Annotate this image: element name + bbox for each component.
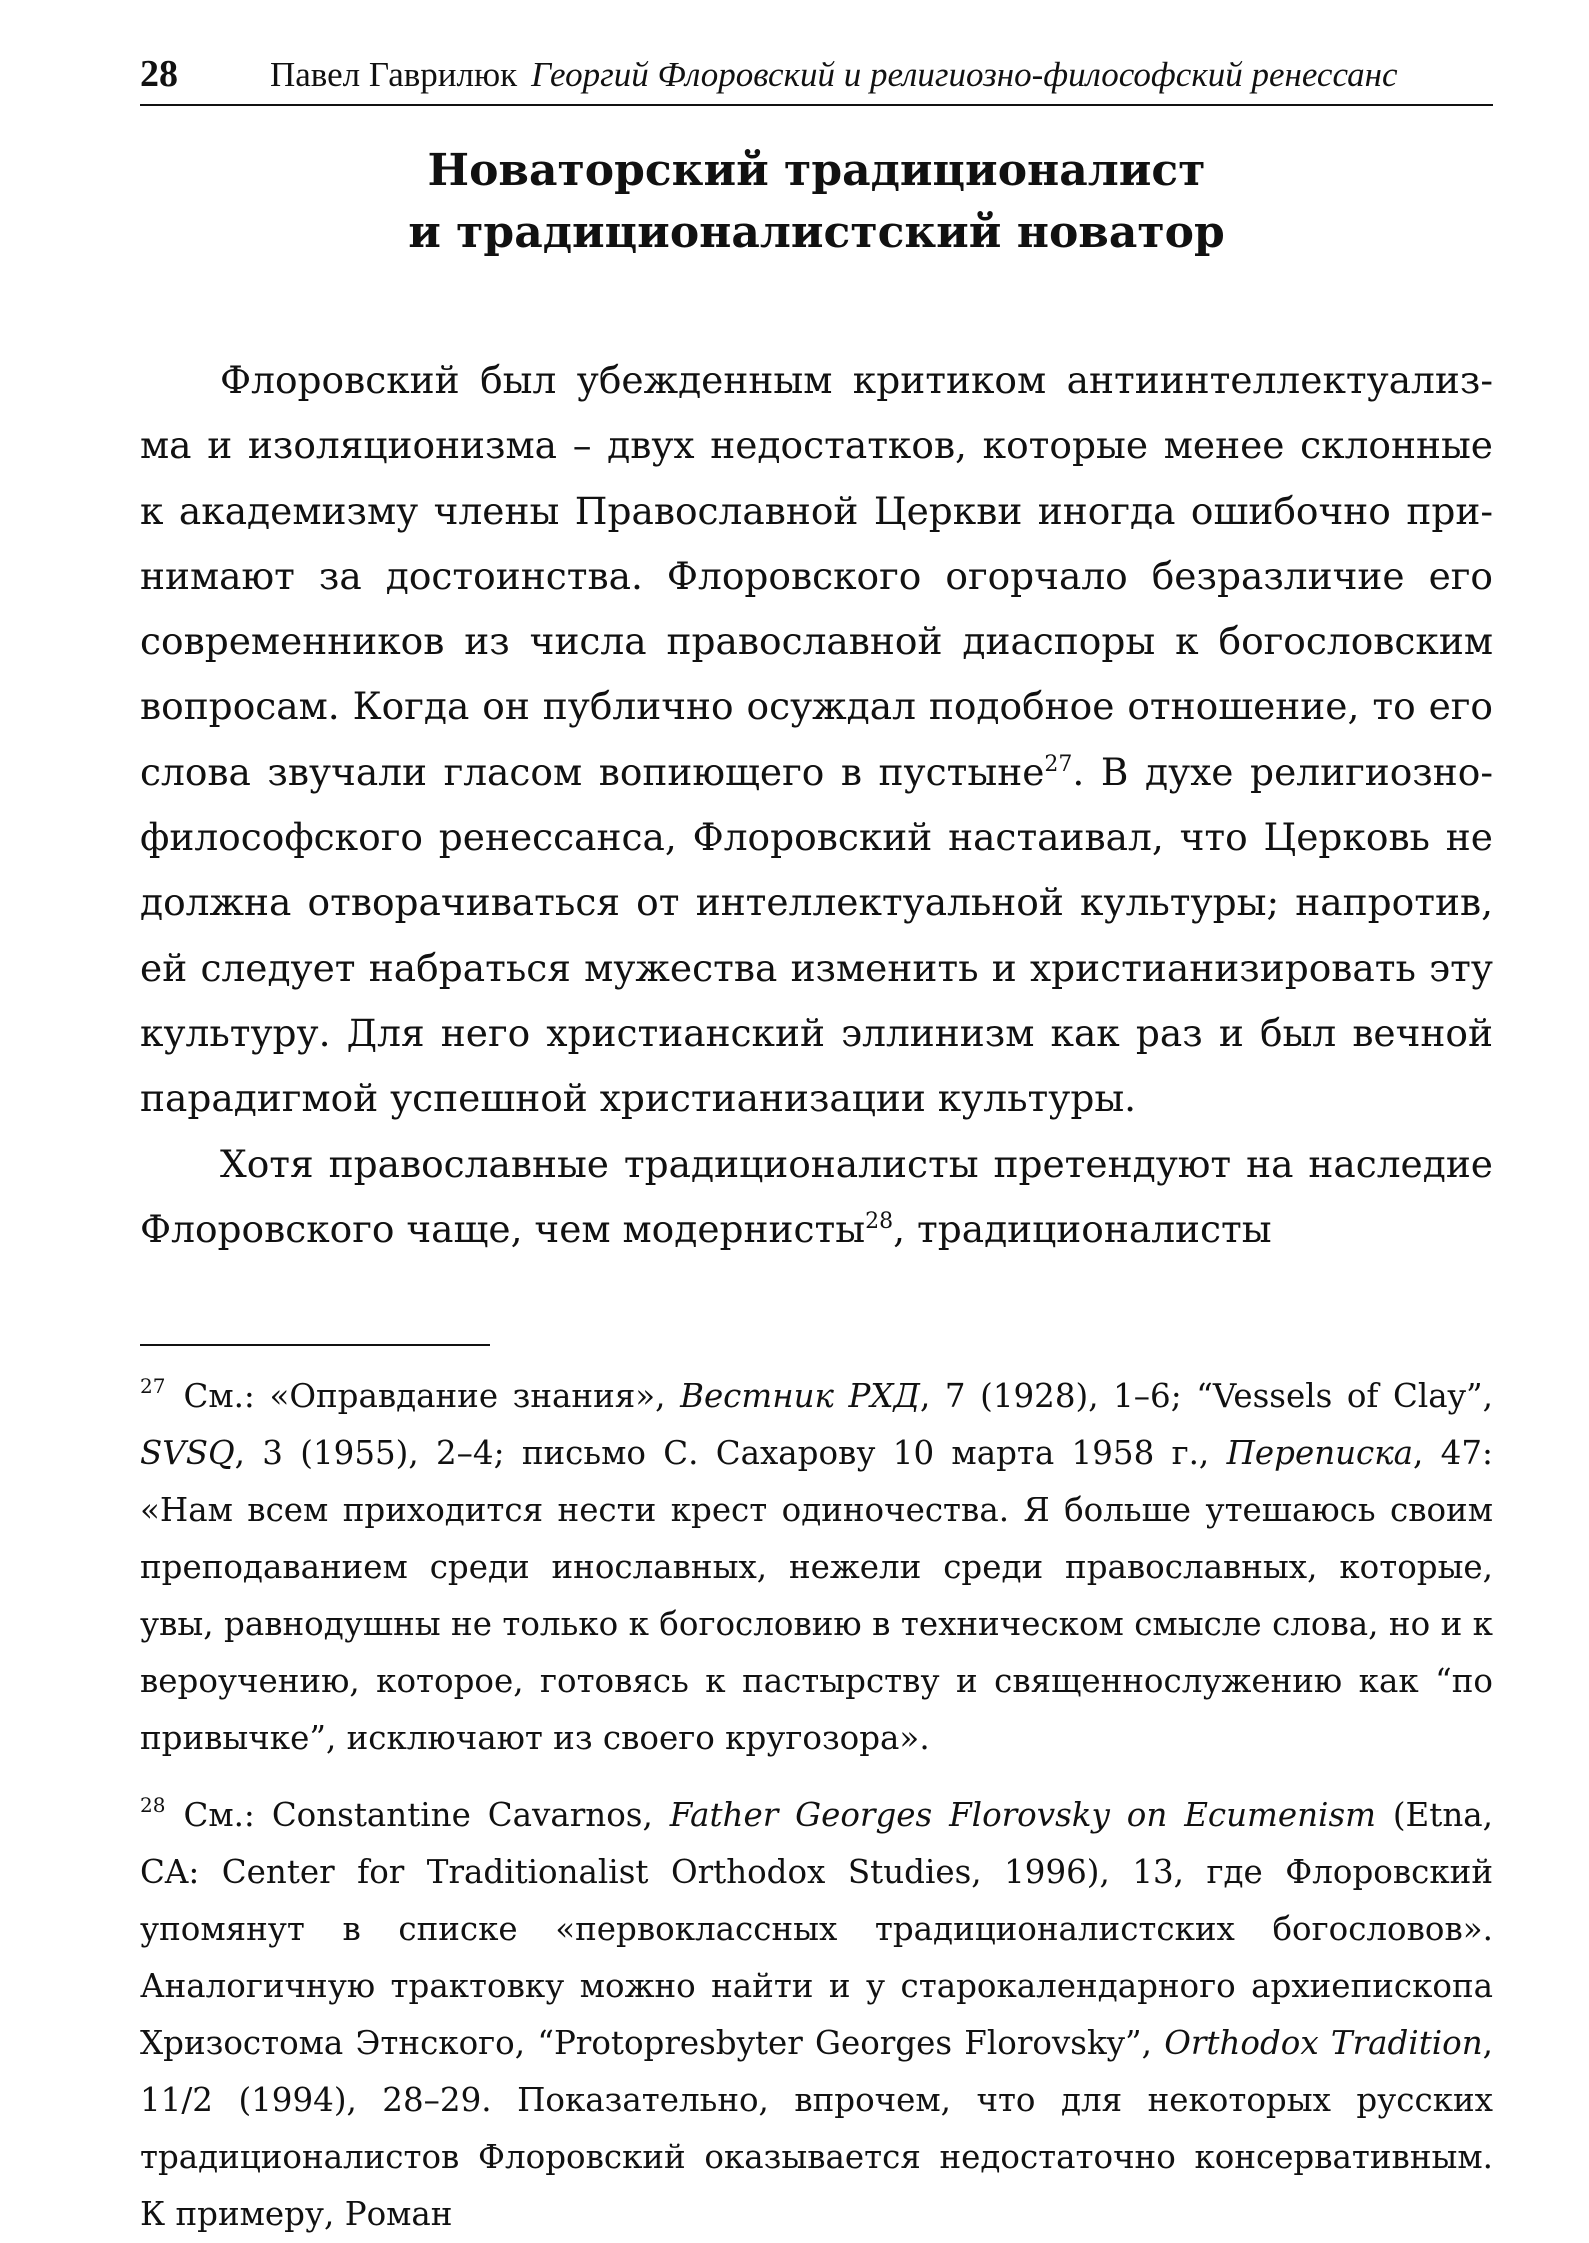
footnote-text: (Etna, CA: Center for Traditionalist Orthodox Studies, 1996), 13, где Флоровский упомянут в списке «первоклассных традиционалистских богословов». Аналогичную трактовку можно найти и у старокалендарного архиепископа Хризостома Этнского, “Protopresbyter Georges Florovsky”, (140, 1796, 1493, 2063)
footnote-italic: Orthodox Tradition (1164, 2024, 1483, 2063)
paragraph-text: . В духе религиозно-философского ренессанса, Флоровский настаивал, что Церковь не должна отворачиваться от интеллектуальной культуры; напротив, ей следует набраться мужества изменить и христианизировать эту культуру. Для него христианский эллинизм как раз и был вечной парадигмой успешной христианизации культуры. (140, 749, 1493, 1121)
footnote-text: См.: «Оправдание знания», (183, 1377, 681, 1416)
footnote-text: , 3 (1955), 2–4; письмо С. Сахарову 10 марта 1958 г., (234, 1434, 1227, 1473)
chapter-title-line-1: Новаторский традиционалист (427, 145, 1206, 196)
footnote-italic: Вестник РХД (680, 1377, 920, 1416)
footnote-italic: Переписка (1226, 1434, 1414, 1473)
footnote-28 (140, 1787, 1493, 2243)
paragraph (140, 1132, 1493, 1263)
header-book-title: Георгий Флоровский и религиозно-философский ренессанс (531, 55, 1398, 94)
running-header (140, 52, 1493, 106)
chapter-title (140, 140, 1493, 264)
body-text (140, 348, 1493, 1262)
footnotes (140, 1368, 1493, 2243)
paragraph (140, 348, 1493, 1132)
header-author: Павел Гаврилюк (270, 55, 518, 94)
footnote-italic: SVSQ (140, 1434, 235, 1473)
footnote-divider (140, 1344, 490, 1346)
footnote-ref[interactable]: 27 (1044, 751, 1073, 777)
paragraph-text: Флоровский был убежденным критиком антиинтеллектуализма и изоляционизма – двух недостатков, которые менее склонные к академизму члены Православной Церкви иногда ошибочно принимают за достоинства. Флоровского огорчало безразличие его современников из числа православной диаспоры к богословским вопросам. Когда он публично осуждал подобное отношение, то его слова звучали гласом вопиющего в пустыне (140, 358, 1493, 794)
footnote-text: , 11/2 (1994), 28–29. Показательно, впрочем, что для некоторых русских традиционалистов Флоровский оказывается недостаточно консервативным. К примеру, Роман (140, 2024, 1493, 2234)
footnote-number: 27 (140, 1374, 166, 1399)
footnote-ref[interactable]: 28 (865, 1208, 894, 1234)
footnote-27 (140, 1368, 1493, 1767)
footnote-text: , 7 (1928), 1–6; “Vessels of Clay”, (919, 1377, 1493, 1416)
paragraph-text: Хотя православные традиционалисты претендуют на наследие Флоровского чаще, чем модернисты (140, 1141, 1493, 1251)
footnote-text: См.: Constantine Cavarnos, (183, 1796, 670, 1835)
paragraph-text: , традиционалисты (893, 1206, 1272, 1251)
footnote-italic: Father Georges Florovsky on Ecumenism (669, 1796, 1376, 1835)
footnote-number: 28 (140, 1793, 166, 1818)
footnote-text: , 47: «Нам всем приходится нести крест одиночества. Я больше утешаюсь своим преподаванием среди инославных, нежели среди православных, которые, увы, равнодушны не только к богословию в техническом смысле слова, но и к вероучению, которое, готовясь к пастырству и священнослужению как “по привычке”, исключают из своего кругозора». (140, 1434, 1493, 1758)
chapter-title-line-2: и традиционалистский новатор (408, 207, 1225, 258)
page-number: 28 (140, 53, 178, 95)
